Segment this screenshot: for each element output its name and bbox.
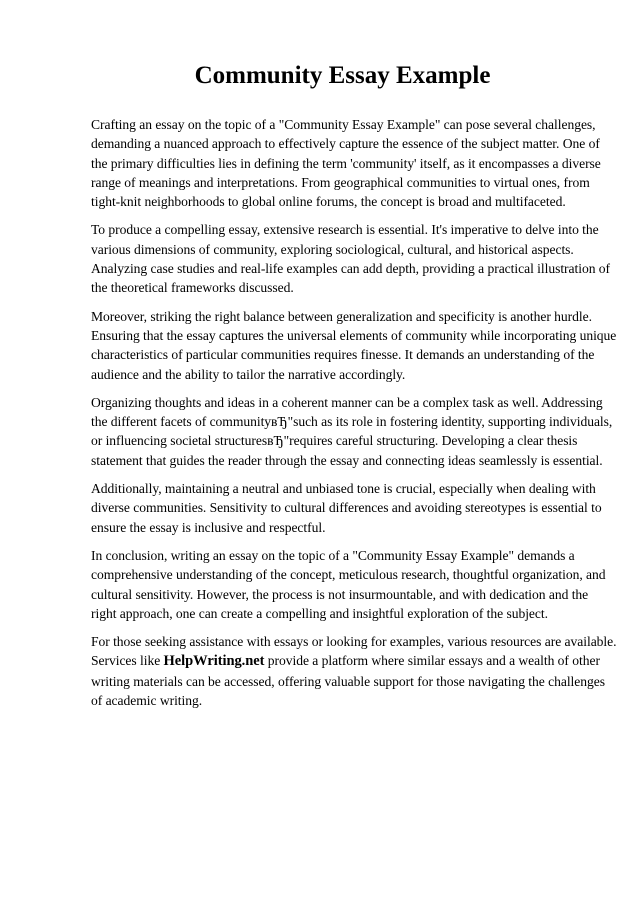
document-body: [91, 115, 617, 710]
text-line: Additionally, maintaining a neutral and unbiased tone is crucial, especially when dealing with: [91, 481, 596, 497]
text-line: or influencing societal structuresвЂ"requires careful structuring. Developing a clear thesis: [91, 433, 578, 449]
paragraph-research: [91, 220, 611, 297]
text-line: demanding a nuanced approach to effectively capture the essence of the subject matter. One of: [91, 136, 600, 152]
paragraph-intro: [91, 115, 601, 211]
text-line: Organizing thoughts and ideas in a coherent manner can be a complex task as well. Addressing: [91, 394, 603, 410]
text-line: the theoretical frameworks discussed.: [91, 280, 294, 296]
text-line: writing materials can be accessed, offering valuable support for those navigating the challenges: [91, 673, 605, 689]
paragraph-tone: [91, 479, 602, 537]
text-line: In conclusion, writing an essay on the topic of a "Community Essay Example" demands a: [91, 547, 575, 563]
text-fragment: Services like: [91, 653, 164, 669]
paragraph-resources: [91, 632, 617, 710]
helpwriting-link[interactable]: HelpWriting.net: [163, 653, 265, 670]
text-line: various dimensions of community, exploring sociological, cultural, and historical aspects.: [91, 241, 574, 257]
text-line: tight-knit neighborhoods to global online forums, the concept is broad and multifaceted.: [91, 194, 566, 210]
text-line: For those seeking assistance with essays or looking for examples, various resources are available.: [91, 634, 617, 650]
text-line: the primary difficulties lies in defining the term 'community' itself, as it encompasses a diverse: [91, 155, 601, 171]
text-line: Analyzing case studies and real-life examples can add depth, providing a practical illustration of: [91, 261, 611, 277]
text-fragment: provide a platform where similar essays and a wealth of other: [264, 653, 600, 669]
text-line: statement that guides the reader through the essay and connecting ideas seamlessly is essential.: [91, 452, 603, 468]
text-line: [91, 651, 600, 671]
text-line: To produce a compelling essay, extensive research is essential. It's imperative to delve into the: [91, 222, 599, 238]
text-line: range of meanings and interpretations. From geographical communities to virtual ones, from: [91, 174, 590, 190]
text-line: diverse communities. Sensitivity to cultural differences and avoiding stereotypes is essential to: [91, 500, 602, 516]
text-line: characteristics of particular communities requires finesse. It demands an understanding of the: [91, 347, 595, 363]
text-line: Ensuring that the essay captures the universal elements of community while incorporating unique: [91, 327, 617, 343]
paragraph-conclusion: [91, 546, 606, 623]
document-title: Community Essay Example: [194, 62, 491, 89]
text-line: the different facets of communityвЂ"such as its role in fostering identity, supporting individuals,: [91, 414, 613, 430]
text-line: Crafting an essay on the topic of a "Community Essay Example" can pose several challenges,: [91, 117, 596, 132]
text-line: audience and the ability to tailor the narrative accordingly.: [91, 366, 406, 382]
text-line: ensure the essay is inclusive and respectful.: [91, 519, 326, 535]
text-line: cultural sensitivity. However, the process is not insurmountable, and with dedication and the: [91, 586, 589, 602]
text-line: comprehensive understanding of the concept, meticulous research, thoughtful organization, and: [91, 567, 606, 583]
paragraph-balance: [91, 307, 617, 384]
paragraph-organizing: [91, 393, 613, 470]
text-line: Moreover, striking the right balance between generalization and specificity is another hurdle.: [91, 308, 592, 324]
text-line: of academic writing.: [91, 693, 203, 709]
text-line: right approach, one can create a compelling and insightful exploration of the subject.: [91, 605, 548, 621]
